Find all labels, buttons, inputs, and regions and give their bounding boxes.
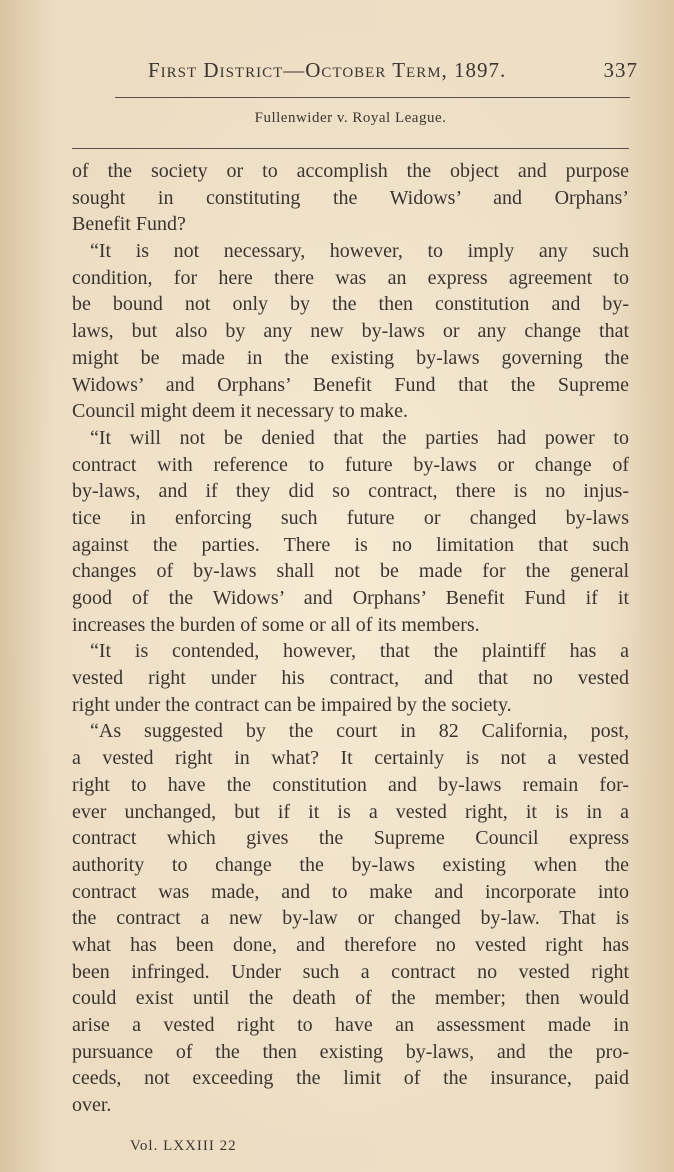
- text-line: of the society or to accomplish the object and purpose: [72, 160, 629, 182]
- text-line: been infringed. Under such a contract no vested right: [72, 960, 629, 983]
- text-line: against the parties. There is no limitation that such: [72, 533, 629, 556]
- text-line: tice in enforcing such future or changed by-laws: [72, 506, 629, 529]
- paragraph: [72, 158, 629, 238]
- text-line: contract with reference to future by-laws or change of: [72, 453, 629, 476]
- text-line: “It is not necessary, however, to imply any such: [90, 240, 629, 263]
- text-line: what has been done, and therefore no vested right has: [72, 933, 629, 956]
- text-line: ceeds, not exceeding the limit of the insurance, paid: [72, 1067, 629, 1090]
- text-line: Benefit Fund?: [72, 213, 186, 236]
- text-line: “As suggested by the court in 82 California, post,: [90, 720, 629, 743]
- paragraph: [72, 238, 629, 425]
- text-line: “It will not be denied that the parties had power to: [90, 426, 629, 449]
- text-line: vested right under his contract, and that no vested: [72, 667, 629, 690]
- body-text: [72, 158, 629, 1119]
- running-head: [148, 58, 638, 88]
- text-line: Widows’ and Orphans’ Benefit Fund that the Supreme: [72, 373, 629, 396]
- text-line: right under the contract can be impaired by the society.: [72, 693, 512, 716]
- text-line: ever unchanged, but if it is a vested right, it is in a: [72, 800, 629, 823]
- text-line: by-laws, and if they did so contract, there is no injus-: [72, 480, 629, 503]
- text-line: laws, but also by any new by-laws or any change that: [72, 320, 629, 343]
- text-line: arise a vested right to have an assessment made in: [72, 1014, 629, 1036]
- paragraph: [72, 638, 629, 718]
- text-line: might be made in the existing by-laws governing the: [72, 346, 629, 369]
- paragraph: [72, 718, 629, 1118]
- paragraph: [72, 425, 629, 639]
- text-line: authority to change the by-laws existing when the: [72, 853, 629, 876]
- text-line: a vested right in what? It certainly is not a vested: [72, 747, 629, 770]
- case-title: Fullenwider v. Royal League.: [254, 110, 447, 126]
- signature-mark: Vol. LXXIII 22: [130, 1138, 237, 1154]
- text-line: right to have the constitution and by-laws remain for-: [72, 773, 629, 796]
- text-line: could exist until the death of the member; then would: [72, 987, 629, 1010]
- text-line: pursuance of the then existing by-laws, and the pro-: [72, 1040, 629, 1063]
- header-rule-bottom: [72, 148, 629, 149]
- text-line: changes of by-laws shall not be made for the general: [72, 560, 629, 583]
- text-line: “It is contended, however, that the plaintiff has a: [90, 640, 629, 663]
- text-line: contract which gives the Supreme Council express: [72, 827, 629, 850]
- running-head-title: First District—October Term, 1897.: [148, 58, 507, 82]
- text-line: condition, for here there was an express agreement to: [72, 266, 629, 289]
- page-number: 337: [603, 58, 638, 82]
- text-line: good of the Widows’ and Orphans’ Benefit Fund if it: [72, 587, 629, 609]
- text-line: increases the burden of some or all of its members.: [72, 613, 480, 636]
- text-line: contract was made, and to make and incorporate into: [72, 880, 629, 903]
- header-rule-top: [115, 97, 630, 98]
- text-line: over.: [72, 1094, 112, 1117]
- text-line: sought in constituting the Widows’ and Orphans’: [72, 186, 629, 209]
- text-line: be bound not only by the then constitution and by-: [72, 293, 629, 316]
- text-line: the contract a new by-law or changed by-law. That is: [72, 907, 629, 930]
- text-line: Council might deem it necessary to make.: [72, 400, 409, 423]
